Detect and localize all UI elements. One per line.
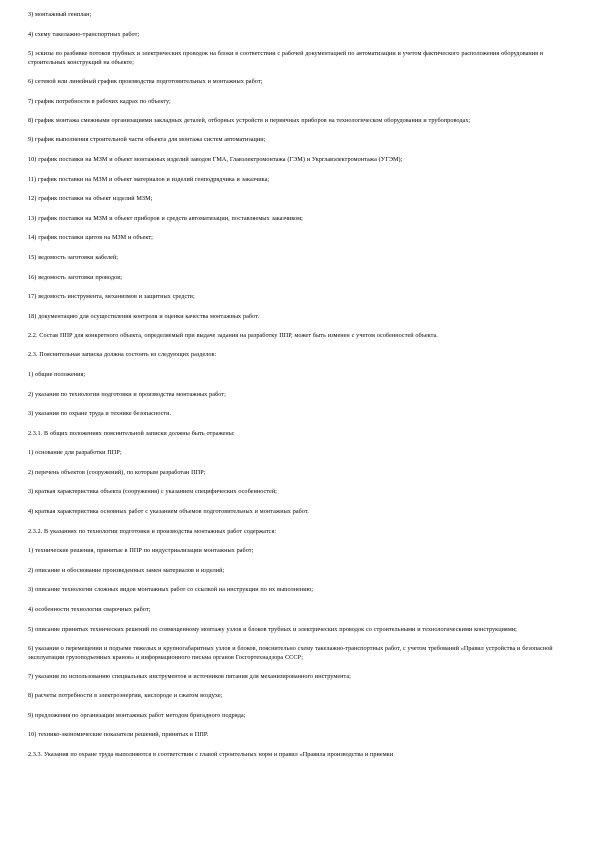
list-item: 1) общие положения; [28,370,86,378]
list-item: 16) ведомость заготовки проводов; [28,273,122,281]
list-item: 1) технические решения, принятые в ППР по индустриализации монтажных работ; [28,547,254,555]
list-item: 7) график потребности в рабочих кадрах по объекту; [28,97,171,105]
list-item: 11) график поставки на МЗМ и объект материалов и изделий генподрядчика и заказчика; [28,175,270,183]
list-item: 7) указания по использованию специальных инструментов и источников питания для механизированного инструмента; [28,672,351,680]
list-item: 3) монтажный генплан; [28,11,92,18]
list-item: 3) описание технологии сложных видов монтажных работ со ссылкой на инструкции по их выполнению; [28,586,314,594]
list-item: 6) сетевой или линейный график производства подготовительных и монтажных работ; [28,78,263,86]
list-item: 5) описание принятых технических решений по совмещенному монтажу узлов и блоков трубных и электрических проводок со строительными и технологическими конструкциями; [28,625,517,633]
list-item: 14) график поставки щитов на МЗМ и объект; [28,234,153,242]
list-item: 3) указания по охране труда и технике безопасности. [28,410,172,418]
document-page [28,10,568,770]
list-item: 4) схему такелажно-транспортных работ; [28,30,140,38]
list-item: 13) график поставки на МЗМ и объект приборов и средств автоматизации, поставляемых заказчиком; [28,214,303,222]
list-item: 10) график поставки на МЗМ и объект монтажных изделий заводов ГМА, Главэлектромонтажа (ГЭМ) и Укрглавэлектромонтажа (УГЭМ); [28,155,403,163]
list-item: 8) график монтажа смежными организациями закладных деталей, отборных устройств и первичных приборов на технологическом оборудовании и трубопроводах; [28,117,471,125]
list-item: 10) технико-экономические показатели решений, принятых в ППР. [28,731,209,739]
list-item: 4) краткая характеристика основных работ с указанием объемов подготовительных и монтажных работ. [28,508,309,516]
list-item: 5) эскизы по разбивке потоков трубных и электрических проводок на блоки в соответствии с рабочей документацией по автоматизации и учетом фактического расположения оборудования и строительных конструкций на объекте; [28,50,544,67]
section-heading: 2.3.1. В общих положениях пояснительной записки должны быть отражены: [28,429,235,437]
list-item: 8) расчеты потребности в электроэнергии, кислороде и сжатом воздухе; [28,692,223,700]
list-item: 2) описание и обоснование произведенных замен материалов и изделий; [28,566,225,574]
list-item: 1) основание для разработки ППР; [28,449,122,457]
list-item: 9) график выполнения строительной части объекта для монтажа систем автоматизации; [28,136,266,144]
list-item: 12) график поставки на объект изделий МЗМ; [28,195,153,203]
list-item: 6) указания о перемещении и подъеме тяжелых и крупногабаритных узлов и блоков, пояснительно схему такелажно-транспортных работ, с учетом требований «Правил устройства и безопасной эксплуатации грузоподъемных кранов» и информационного письма органов Госгортехнадзора СССР; [28,644,553,661]
list-item: 18) документацию для осуществления контроля и оценки качества монтажных работ. [28,312,260,320]
section-paragraph: 2.2. Состав ППР для конкретного объекта, определяемый при выдаче задания на разработку ППР, может быть изменен с учетом особенностей объекта. [28,332,438,340]
section-heading: 2.3. Пояснительная записка должна состоять из следующих разделов: [28,351,217,359]
section-heading: 2.3.2. В указаниях по технологии подготовки и производства монтажных работ содержатся: [28,527,277,535]
list-item: 2) указания по технологии подготовки и производства монтажных работ; [28,390,226,398]
list-item: 17) ведомость инструмента, механизмов и защитных средств; [28,293,195,301]
section-paragraph: 2.3.3. Указания по охране труда выполняются в соответствии с главой строительных норм и правил «Правила производства и приемки [28,751,394,758]
list-item: 15) ведомость заготовки кабелей; [28,253,119,261]
list-item: 9) предложения по организации монтажных работ методом бригадного подряда; [28,711,246,719]
list-item: 3) краткая характеристика объекта (сооружения) с указанием специфических особенностей; [28,488,277,496]
list-item: 4) особенности технологии сварочных работ; [28,606,151,614]
list-item: 2) перечень объектов (сооружений), по которым разработан ППР; [28,468,206,476]
